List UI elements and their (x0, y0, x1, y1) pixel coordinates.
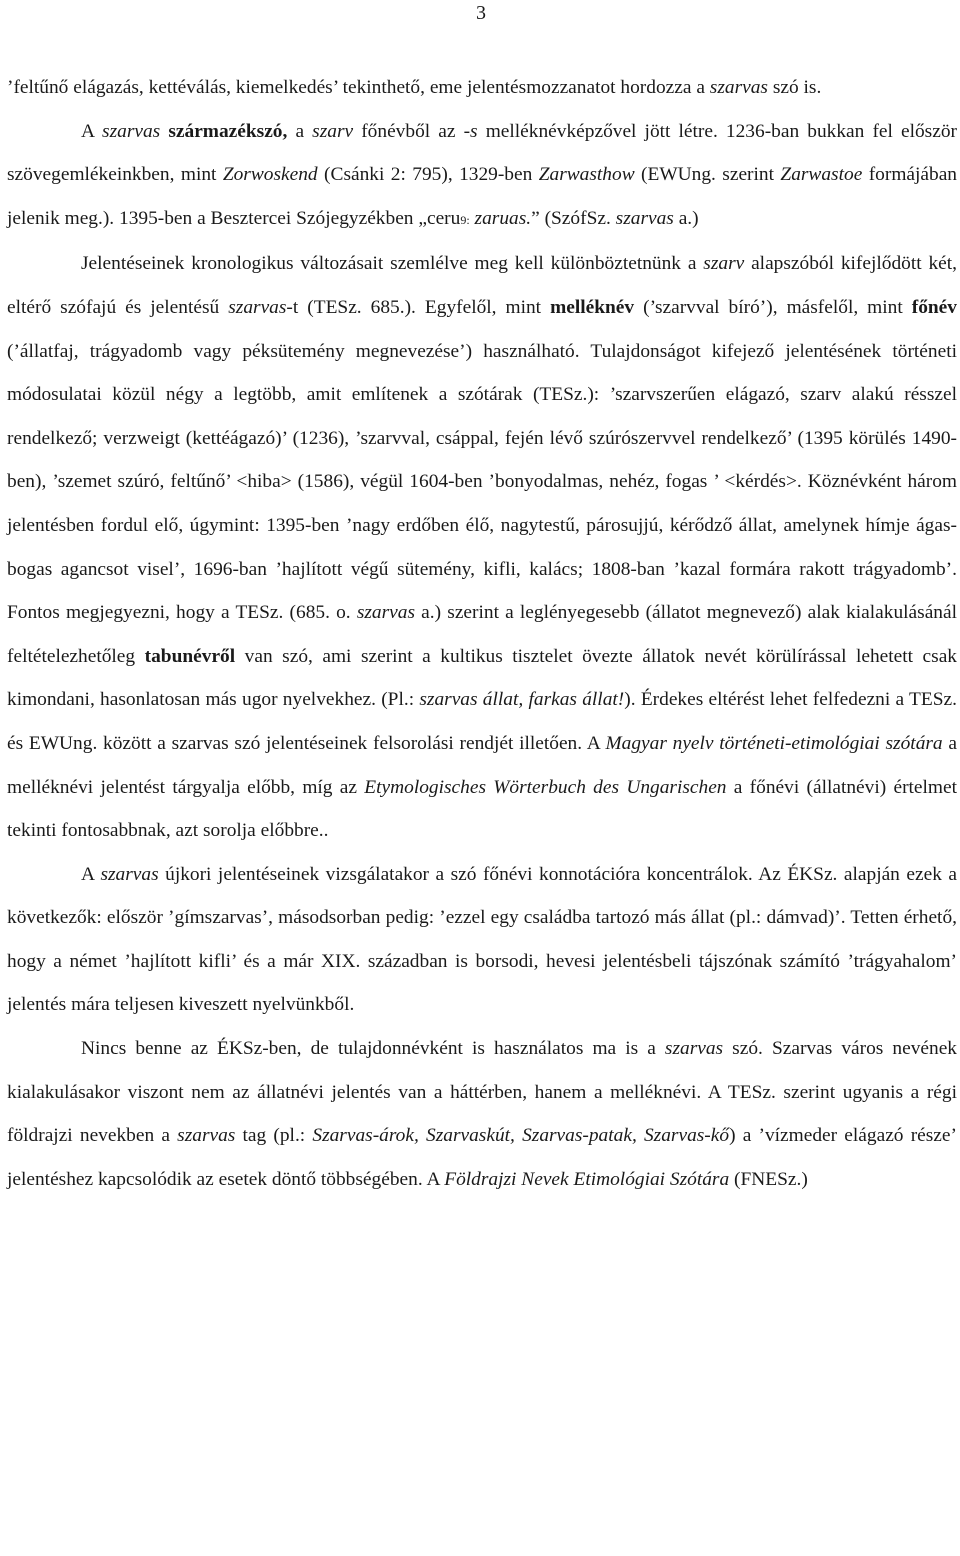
text-run: ) a ’vízmeder elágazó része’ jelentéshez kapcsolódik az esetek döntő többségében. A (7, 1125, 957, 1190)
paragraph (7, 66, 957, 110)
text-run: a melléknévi jelentést tárgyalja előbb, míg az (7, 732, 957, 798)
text-run: szó. Szarvas város nevének kialakulásakor viszont nem az állatnévi jelentés van a háttérben, hanem a melléknévi. A TESz. szerint ugyanis a régi földrajzi nevekben a (7, 1038, 957, 1147)
bold-text: melléknév (550, 296, 635, 318)
italic-text: Magyar nyelv történeti-etimológiai szótára (605, 732, 943, 754)
text-run: tag (pl.: (235, 1125, 313, 1147)
italic-text: s (470, 120, 478, 142)
paragraph (7, 1027, 957, 1201)
text-run: (Csánki 2: 795), 1329-ben (317, 164, 539, 186)
italic-text: szarvas (664, 1038, 724, 1060)
text-run: a (287, 120, 313, 142)
italic-text: Etymologisches Wörterbuch des Ungarischen (364, 776, 727, 798)
text-run: A (81, 120, 103, 142)
text-run: Nincs benne az ÉKSz-ben, de tulajdonnévként is használatos ma is a (81, 1038, 665, 1060)
text-run: a.) (673, 207, 699, 229)
italic-text: szarvas (709, 77, 768, 98)
text-run: van szó, ami szerint a kultikus tisztelet övezte állatok nevét körülírással lehetett csak kimondani, hasonlatosan más ugor nyelvekhez. (Pl.: (7, 645, 958, 711)
text-run: A (81, 863, 101, 885)
paragraph (7, 110, 957, 243)
text-run: újkori jelentéseinek vizsgálatakor a szó főnévi konnotációra koncentrálok. Az ÉKSz. alapján ezek a következők: először ’gímszarvas’, másodsorban pedig: ’ezzel egy családba tartozó más állat (pl.: dámvad)’. Tetten érhető, hogy a német ’hajlított kifli’ és a már XIX. században is borsodi, hevesi jelentésbeli tájszónak számító ’trágyahalom’ jelentés mára teljesen kiveszett nyelvünkből. (7, 863, 957, 1016)
paragraph (7, 853, 957, 1027)
text-run: főnévből az - (353, 120, 471, 142)
italic-text: Szarvas-árok, Szarvaskút, Szarvas-patak, Szarvas-kő (312, 1125, 730, 1147)
text-run: ” (SzófSz. (531, 207, 616, 229)
text-run: ). Érdekes eltérést lehet felfedezni a TESz. és EWUng. között a szarvas szó jelentéseinek felsorolási rendjét illetően. A (7, 689, 957, 754)
italic-text: szarvas (356, 602, 416, 624)
text-run: melléknévképzővel jött létre. 1236-ban bukkan fel először szövegemlékeinkben, mint (7, 120, 957, 186)
text-run: Jelentéseinek kronologikus változásait szemlélve meg kell különböztetnünk a (81, 253, 704, 275)
text-run: ’feltűnő elágazás, kettéválás, kiemelkedés’ tekinthető, eme jelentésmozzanatot hordozza a (7, 77, 710, 98)
text-run: a.) szerint a leglényegesebb (állatot megnevező) alak kialakulásánál feltételezhetőleg (7, 602, 957, 667)
italic-text: szarvas (177, 1125, 236, 1147)
text-run: a főnévi (állatnévi) értelmet tekinti fontosabbnak, azt sorolja előbbre.. (7, 776, 957, 842)
text-run: (EWUng. szerint (634, 164, 781, 186)
bold-text: tabunévről (144, 645, 236, 667)
italic-text: szarvas (228, 296, 287, 318)
text-run: (FNESz.) (729, 1168, 808, 1190)
body-text (7, 66, 957, 1201)
bold-text: főnév (911, 296, 957, 318)
italic-text: Földrajzi Nevek Etimológiai Szótára (444, 1168, 730, 1190)
italic-text: szarvas (102, 120, 161, 142)
text-run: (’állatfaj, trágyadomb vagy péksütemény megnevezése’) használható. Tulajdonságot kifejező jelentésének történeti módosulatai közül négy a legtöbb, amit említenek a szótárak (TESz.): ’szarvszerűen elágazó, szarv alakú résszel rendelkező; verzweigt (kettéágazó)’ (1236), ’szarvval, csáppal, fején lévő szúrószervvel rendelkező’ (1395 körülés 1490-ben), ’szemet szúró, feltűnő’ <hiba> (1586), végül 1604-ben ’bonyodalmas, nehéz, fogas ’ <kérdés>. Köznévként három jelentésben fordul elő, úgymint: 1395-ben ’nagy erdőben élő, nagytestű, párosujjú, kérődző állat, amelynek hímje ágas-bogas agancsot visel’, 1696-ban ’hajlított végű sütemény, kifli, kalács; 1808-ban ’kazal formára rakott trágyadomb’. Fontos megjegyezni, hogy a TESz. (685. o. (7, 340, 957, 624)
italic-text: szarvas állat, farkas állat! (419, 689, 625, 711)
text-run: -t (TESz. 685.). Egyfelől, mint (286, 296, 551, 318)
italic-text: zaruas. (474, 207, 532, 229)
text-run: 9: (460, 212, 470, 227)
italic-text: szarv (312, 120, 354, 142)
paragraph (7, 242, 957, 852)
text-run: szó is. (767, 77, 822, 98)
italic-text: Zarwastoe (780, 164, 863, 186)
italic-text: szarvas (100, 863, 159, 885)
bold-text: származékszó, (168, 120, 288, 142)
italic-text: Zorwoskend (222, 164, 318, 186)
page-number: 3 (476, 2, 486, 24)
text-run: (’szarvval bíró’), másfelől, mint (634, 296, 912, 318)
text-run: alapszóból kifejlődött két, eltérő szófajú és jelentésű (7, 253, 957, 318)
italic-text: szarvas (615, 207, 674, 229)
text-run: formájában jelenik meg.). 1395-ben a Besztercei Szójegyzékben „ceru (7, 164, 957, 229)
italic-text: szarv (703, 253, 745, 275)
italic-text: Zarwasthow (538, 164, 635, 186)
